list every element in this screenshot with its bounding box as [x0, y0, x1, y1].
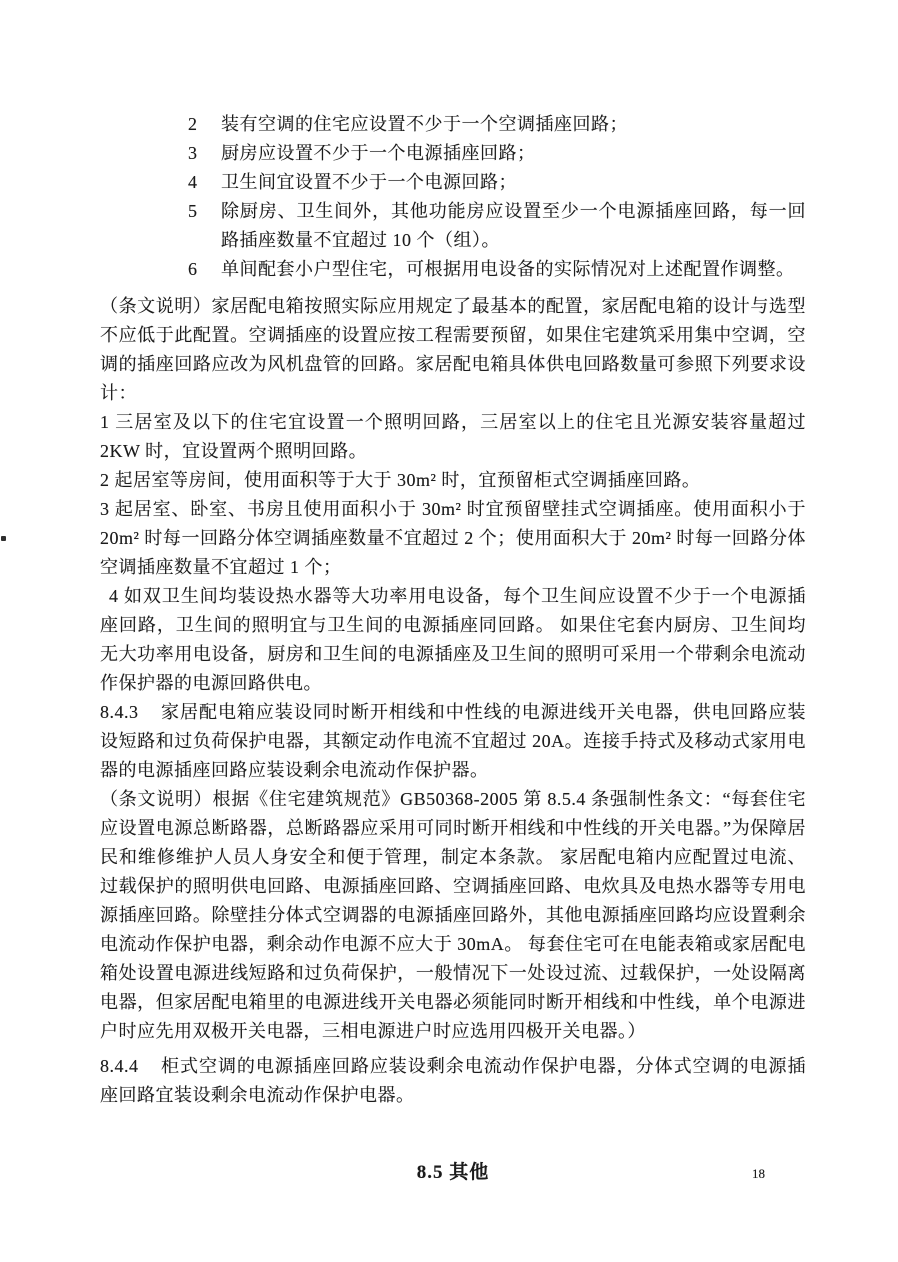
- paragraph-requirement-4: 4 如双卫生间均装设热水器等大功率用电设备，每个卫生间应设置不少于一个电源插座回路，卫生间的照明宜与卫生间的电源插座同回路。 如果住宅套内厨房、卫生间均无大功率用电设备，厨房和卫生间的电源插座及卫生间的照明可采用一个带剩余电流动作保护器的电源回路供电。: [100, 586, 806, 693]
- list-item: [188, 168, 806, 197]
- list-item: [188, 197, 806, 255]
- paragraph-requirement-2: 2 起居室等房间，使用面积等于大于 30m² 时，宜预留柜式空调插座回路。: [100, 470, 701, 490]
- clause-text: 柜式空调的电源插座回路应装设剩余电流动作保护电器，分体式空调的电源插座回路宜装设剩余电流动作保护电器。: [100, 1056, 806, 1105]
- clause-number: 8.4.3: [100, 702, 139, 722]
- paragraph-requirement-1: 1 三居室及以下的住宅宜设置一个照明回路，三居室以上的住宅且光源安装容量超过 2KW 时，宜设置两个照明回路。: [100, 412, 806, 461]
- list-item: [188, 110, 806, 139]
- list-item-text: 厨房应设置不少于一个电源插座回路；: [221, 143, 536, 163]
- paragraph-explanation-1: （条文说明）家居配电箱按照实际应用规定了最基本的配置，家居配电箱的设计与选型不应低于此配置。空调插座的设置应按工程需要预留，如果住宅建筑采用集中空调，空调的插座回路应改为风机盘管的回路。家居配电箱具体供电回路数量可参照下列要求设计：: [100, 296, 806, 403]
- section-heading: 8.5 其他: [416, 1162, 490, 1183]
- list-item-number: 4: [188, 172, 198, 192]
- list-item: [188, 139, 806, 168]
- text-block: [100, 110, 806, 1187]
- clause-text: 家居配电箱应装设同时断开相线和中性线的电源进线开关电器，供电回路应装设短路和过负荷保护电器，其额定动作电流不宜超过 20A。连接手持式及移动式家用电器的电源插座回路应装设剩余电流动作保护器。: [100, 702, 806, 780]
- list-item-text: 除厨房、卫生间外，其他功能房应设置至少一个电源插座回路，每一回路插座数量不宜超过 10 个（组）。: [221, 201, 806, 250]
- list-item-text: 装有空调的住宅应设置不少于一个空调插座回路；: [221, 114, 628, 134]
- list-item-text: 卫生间宜设置不少于一个电源回路；: [221, 172, 517, 192]
- list-item-number: 3: [188, 143, 198, 163]
- list-item-number: 6: [188, 259, 198, 279]
- clause-8-4-3: [100, 698, 806, 785]
- clause-number: 8.4.4: [100, 1056, 139, 1076]
- list-item-number: 5: [188, 201, 198, 221]
- list-item: [188, 255, 806, 284]
- list-item-number: 2: [188, 114, 198, 134]
- list-item-text: 单间配套小户型住宅，可根据用电设备的实际情况对上述配置作调整。: [221, 259, 795, 279]
- numbered-list: [188, 110, 806, 284]
- scan-artifact-dot: [1, 536, 6, 541]
- page-number: 18: [752, 1166, 765, 1181]
- paragraph-requirement-3: 3 起居室、卧室、书房且使用面积小于 30m² 时宜预留壁挂式空调插座。使用面积小于 20m² 时每一回路分体空调插座数量不宜超过 2 个；使用面积大于 20m² 时每一回路分体空调插座数量不宜超过 1 个；: [100, 499, 806, 577]
- clause-8-4-4: [100, 1052, 806, 1110]
- paragraph-explanation-2: （条文说明）根据《住宅建筑规范》GB50368-2005 第 8.5.4 条强制性条文：“每套住宅应设置电源总断路器，总断路器应采用可同时断开相线和中性线的开关电器。”为保障居民和维修维护人员人身安全和便于管理，制定本条款。 家居配电箱内应配置过电流、过载保护的照明供电回路、电源插座回路、空调插座回路、电炊具及电热水器等专用电源插座回路。除壁挂分体式空调器的电源插座回路外，其他电源插座回路均应设置剩余电流动作保护电器，剩余动作电源不应大于 30mA。 每套住宅可在电能表箱或家居配电箱处设置电源进线短路和过负荷保护，一般情况下一处设过流、过载保护，一处设隔离电器，但家居配电箱里的电源进线开关电器必须能同时断开相线和中性线，单个电源进户时应先用双极开关电器，三相电源进户时应选用四极开关电器。）: [100, 789, 806, 1041]
